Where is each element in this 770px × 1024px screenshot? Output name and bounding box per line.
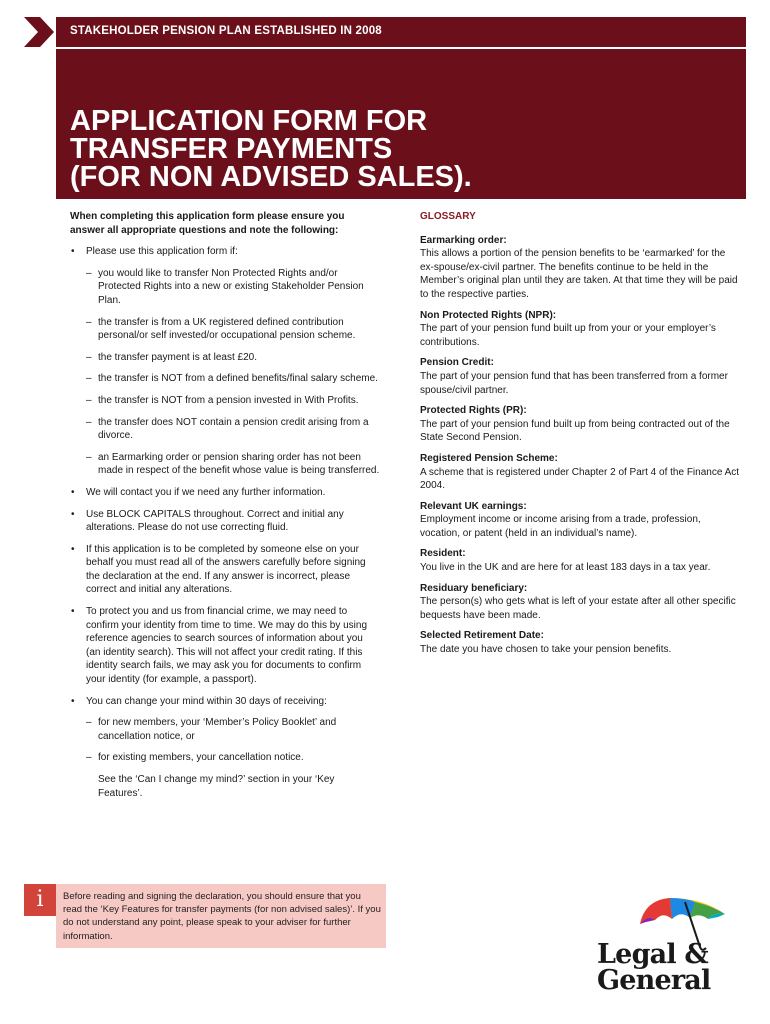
logo-wordmark <box>597 939 711 996</box>
term-definition: The part of your pension fund built up from your or your employer’s contributions. <box>420 323 716 348</box>
term-definition: The part of your pension fund that has been transferred from a former spouse/civil partner. <box>420 370 728 396</box>
glossary-term <box>420 547 740 574</box>
page-title <box>70 107 472 191</box>
sub-item: – an Earmarking order or pension sharing order has not been made in respect of the benefit whose value is being transferred. <box>70 451 380 478</box>
bullet-item: • To protect you and us from financial crime, we may need to confirm your identity from time to time. We may do this by using reference agencies to search sources of information about you (an identity search). This will not affect your credit rating. If this identity search fails, we may ask you for documents to confirm your identity (for example, a passport). <box>70 605 380 687</box>
instructions-intro: When completing this application form please ensure you answer all appropriate questions and note the following: <box>70 211 345 236</box>
instructions-column <box>70 210 380 808</box>
bullet-item: • Use BLOCK CAPITALS throughout. Correct and initial any alterations. Please do not use correcting fluid. <box>70 508 380 535</box>
chevron-right-icon <box>24 17 54 47</box>
bullet-item: • We will contact you if we need any further information. <box>70 486 380 500</box>
logo-line: Legal & <box>597 939 708 970</box>
bullet-item: • Please use this application form if: <box>70 245 380 259</box>
sub-item: – you would like to transfer Non Protected Rights and/or Protected Rights into a new or existing Stakeholder Pension Plan. <box>70 267 380 308</box>
glossary-column <box>420 210 740 664</box>
bullet-item: • You can change your mind within 30 days of receiving: <box>70 695 380 709</box>
term-name: Protected Rights (PR): <box>420 405 527 417</box>
glossary-term <box>420 404 740 445</box>
bullet-item: • If this application is to be completed by someone else on your behalf you must read all of the answers carefully before signing the declaration at the end. If any answer is incorrect, please correct and initial any alterations. <box>70 543 380 597</box>
term-name: Selected Retirement Date: <box>420 630 544 642</box>
term-definition: The date you have chosen to take your pension benefits. <box>420 644 672 656</box>
term-definition: A scheme that is registered under Chapter 2 of Part 4 of the Finance Act 2004. <box>420 466 740 492</box>
banner-text: STAKEHOLDER PENSION PLAN ESTABLISHED IN 2008 <box>70 25 382 37</box>
sub-item: – for existing members, your cancellation notice. <box>70 751 380 765</box>
term-definition: The person(s) who gets what is left of your estate after all other specific bequests have been made. <box>420 596 736 621</box>
term-name: Earmarking order: <box>420 234 507 246</box>
glossary-title: GLOSSARY <box>420 211 476 222</box>
title-line: APPLICATION FORM FOR <box>70 105 428 137</box>
glossary-term <box>420 500 740 541</box>
term-definition: You live in the UK and are here for at least 183 days in a tax year. <box>420 562 711 574</box>
sub-item: – the transfer is NOT from a defined benefits/final salary scheme. <box>70 372 380 386</box>
sub-item: – for new members, your ‘Member’s Policy Booklet’ and cancellation notice, or <box>70 716 380 743</box>
term-name: Relevant UK earnings: <box>420 500 527 512</box>
term-definition: Employment income or income arising from a trade, profession, vocation, or patent (held in an individual’s name). <box>420 514 701 539</box>
info-icon: i <box>24 884 56 916</box>
glossary-term <box>420 629 740 656</box>
logo-line: General <box>597 965 711 996</box>
term-definition: This allows a portion of the pension benefits to be ‘earmarked’ for the ex-spouse/ex-civil partner. The benefits continue to be held in the Member’s original plan until they are taken. At that time they will be paid to the respective parties. <box>420 248 738 300</box>
title-line: TRANSFER PAYMENTS <box>70 133 393 165</box>
info-callout-text: Before reading and signing the declaration, you should ensure that you read the ‘Key Features for transfer payments (for non advised sales)’. If you do not understand any point, please speak to your adviser for further information. <box>63 891 381 942</box>
glossary-term <box>420 356 740 397</box>
glossary-term <box>420 309 740 350</box>
key-features-note: See the ‘Can I change my mind?’ section in your ‘Key Features’. <box>98 774 335 799</box>
sub-item: – the transfer payment is at least £20. <box>70 351 380 365</box>
glossary-term <box>420 452 740 493</box>
term-name: Resident: <box>420 548 466 560</box>
sub-item: – the transfer is NOT from a pension invested in With Profits. <box>70 394 380 408</box>
glossary-term <box>420 582 740 623</box>
term-name: Pension Credit: <box>420 357 494 369</box>
term-name: Non Protected Rights (NPR): <box>420 309 557 321</box>
term-definition: The part of your pension fund built up from being contracted out of the State Second Pension. <box>420 418 730 444</box>
term-name: Registered Pension Scheme: <box>420 452 558 464</box>
sub-item: – the transfer is from a UK registered defined contribution personal/or self invested/or occupational pension scheme. <box>70 316 380 343</box>
title-line: (FOR NON ADVISED SALES). <box>70 161 472 193</box>
sub-item: – the transfer does NOT contain a pension credit arising from a divorce. <box>70 416 380 443</box>
term-name: Residuary beneficiary: <box>420 582 528 594</box>
glossary-term <box>420 234 740 302</box>
